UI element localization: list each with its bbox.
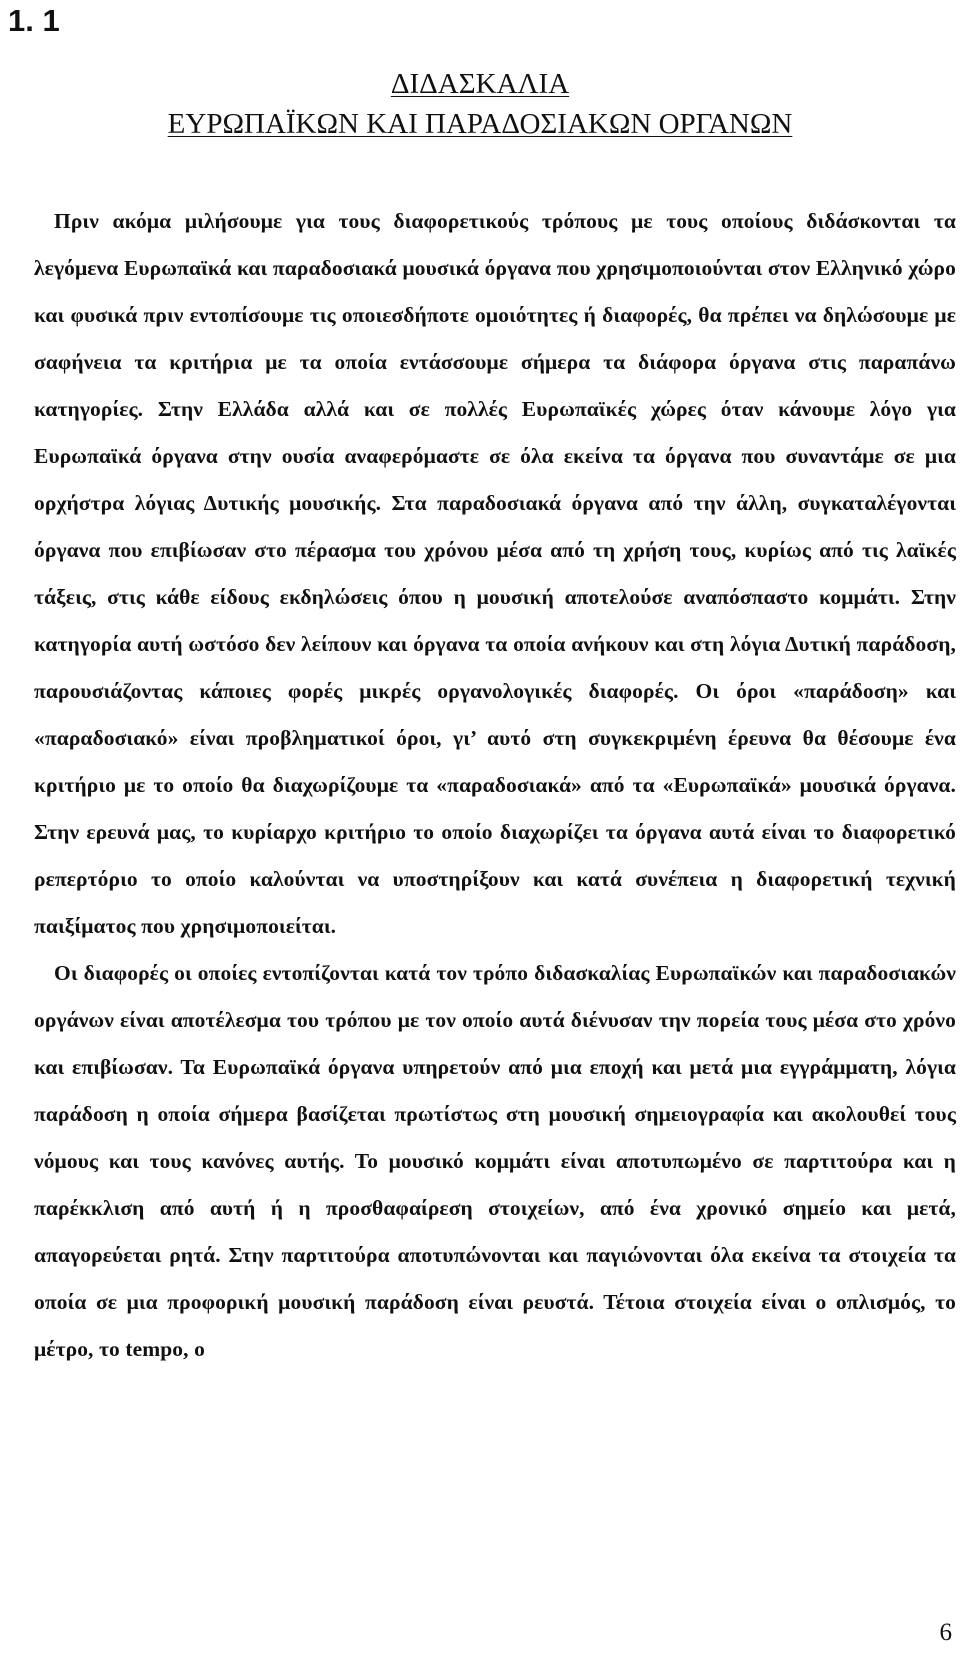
page-title xyxy=(0,64,960,144)
body-text xyxy=(34,198,956,1373)
paragraph-1: Πριν ακόμα μιλήσουμε για τους διαφορετικούς τρόπους με τους οποίους διδάσκονται τα λεγόμενα Ευρωπαϊκά και παραδοσιακά μουσικά όργανα που χρησιμοποιούνται στον Ελληνικό χώρο και φυσικά πριν εντοπίσουμε τις οποιεσδήποτε ομοιότητες ή διαφορές, θα πρέπει να δηλώσουμε με σαφήνεια τα κριτήρια με τα οποία εντάσσουμε σήμερα τα διάφορα όργανα στις παραπάνω κατηγορίες. Στην Ελλάδα αλλά και σε πολλές Ευρωπαϊκές χώρες όταν κάνουμε λόγο για Ευρωπαϊκά όργανα στην ουσία αναφερόμαστε σε όλα εκείνα τα όργανα που συναντάμε σε μια ορχήστρα λόγιας Δυτικής μουσικής. Στα παραδοσιακά όργανα από την άλλη, συγκαταλέγονται όργανα που επιβίωσαν στο πέρασμα του χρόνου μέσα από τη χρήση τους, κυρίως από τις λαϊκές τάξεις, στις κάθε είδους εκδηλώσεις όπου η μουσική αποτελούσε αναπόσπαστο κομμάτι. Στην κατηγορία αυτή ωστόσο δεν λείπουν και όργανα τα οποία ανήκουν και στη λόγια Δυτική παράδοση, παρουσιάζοντας κάποιες φορές μικρές οργανολογικές διαφορές. Οι όροι «παράδοση» και «παραδοσιακό» είναι προβληματικοί όροι, γι’ αυτό στη συγκεκριμένη έρευνα θα θέσουμε ένα κριτήριο με το οποίο θα διαχωρίζουμε τα «παραδοσιακά» από τα «Ευρωπαϊκά» μουσικά όργανα. Στην ερευνά μας, το κυρίαρχο κριτήριο το οποίο διαχωρίζει τα όργανα αυτά είναι το διαφορετικό ρεπερτόριο το οποίο καλούνται να υποστηρίξουν και κατά συνέπεια η διαφορετική τεχνική παιξίματος που χρησιμοποιείται. xyxy=(34,209,956,938)
title-line-2: ΕΥΡΩΠΑΪΚΩΝ ΚΑΙ ΠΑΡΑΔΟΣΙΑΚΩΝ ΟΡΓΑΝΩΝ xyxy=(167,108,793,140)
section-number: 1. 1 xyxy=(8,3,60,38)
paragraph-2: Οι διαφορές οι οποίες εντοπίζονται κατά τον τρόπο διδασκαλίας Ευρωπαϊκών και παραδοσιακών οργάνων είναι αποτέλεσμα του τρόπου με τον οποίο αυτά διένυσαν την πορεία τους μέσα στο χρόνο και επιβίωσαν. Τα Ευρωπαϊκά όργανα υπηρετούν από μια εποχή και μετά μια εγγράμματη, λόγια παράδοση η οποία σήμερα βασίζεται πρωτίστως στη μουσική σημειογραφία και ακολουθεί τους νόμους και τους κανόνες αυτής. Το μουσικό κομμάτι είναι αποτυπωμένο σε παρτιτούρα και η παρέκκλιση από αυτή ή η προσθαφαίρεση στοιχείων, από ένα χρονικό σημείο και μετά, απαγορεύεται ρητά. Στην παρτιτούρα αποτυπώνονται και παγιώνονται όλα εκείνα τα στοιχεία τα οποία σε μια προφορική μουσική παράδοση είναι ρευστά. Τέτοια στοιχεία είναι ο οπλισμός, το μέτρο, το tempo, ο xyxy=(34,961,956,1361)
title-line-1: ΔΙΔΑΣΚΑΛΙΑ xyxy=(390,68,570,100)
page-number: 6 xyxy=(939,1619,952,1646)
